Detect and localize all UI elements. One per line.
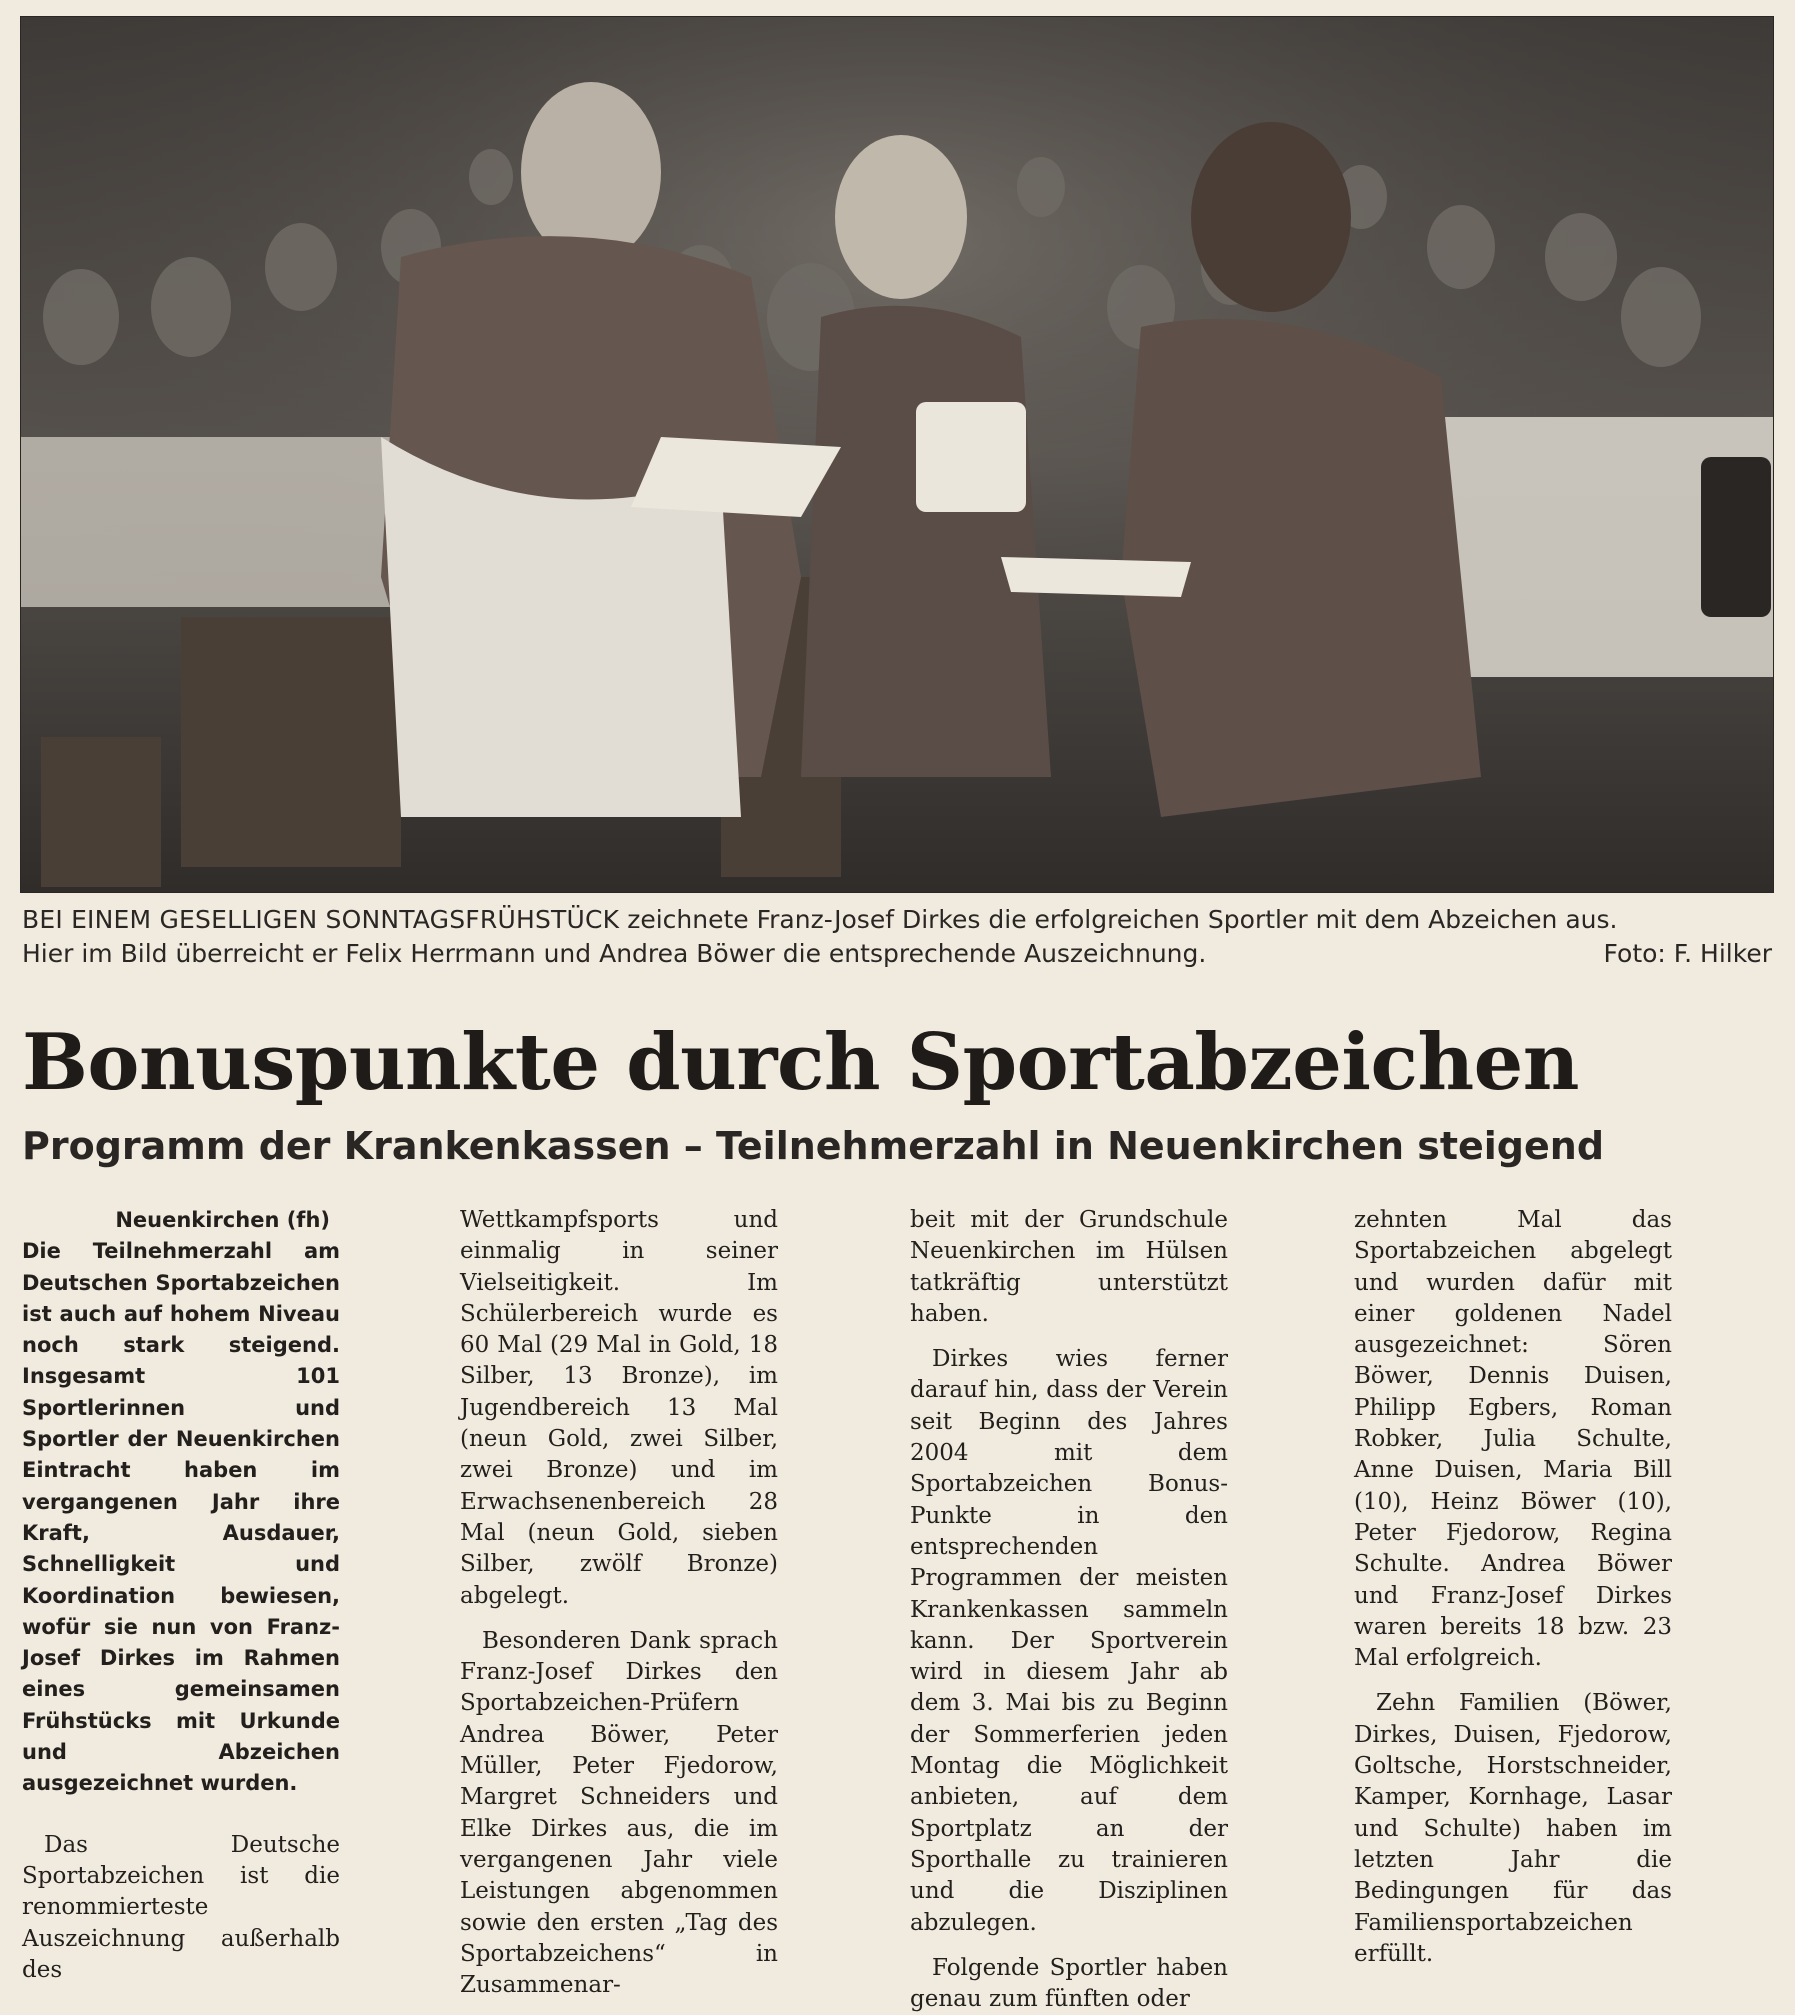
headline: Bonuspunkte durch Sportabzeichen: [22, 1017, 1579, 1108]
article-paragraph: Dirkes wies ferner darauf hin, dass der Verein seit Beginn des Jahres 2004 mit dem Sportabzeichen Bonus-Punkte in den entsprechenden Programmen der meisten Krankenkassen sammeln kann. Der Sportverein wird in diesem Jahr ab dem 3. Mai bis zu Beginn der Sommerferien jeden Montag die Möglichkeit anbieten, auf dem Sportplatz an der Sporthalle zu trainieren und die Disziplinen abzulegen.: [910, 1346, 1228, 1936]
caption-line-2: [22, 937, 1772, 971]
article-photo: [20, 16, 1774, 893]
photo-caption: [22, 903, 1772, 971]
caption-line-2-text: Hier im Bild überreicht er Felix Herrmann und Andrea Böwer die entsprechende Auszeichnung.: [22, 939, 1207, 968]
article-column-1: [22, 1205, 340, 1986]
article-column-2: [460, 1205, 778, 2001]
subheadline: Programm der Krankenkassen – Teilnehmerzahl in Neuenkirchen steigend: [22, 1124, 1605, 1168]
article-paragraph: Das Deutsche Sportabzeichen ist die renommierteste Auszeichnung außerhalb des: [22, 1831, 340, 1983]
article-paragraph: zehnten Mal das Sportabzeichen abgelegt und wurden dafür mit einer goldenen Nadel ausgezeichnet: Sören Böwer, Dennis Duisen, Philipp Egbers, Roman Robker, Julia Schulte, Anne Duisen, Maria Bill (10), Heinz Böwer (10), Peter Fjedorow, Regina Schulte. Andrea Böwer und Franz-Josef Dirkes waren bereits 18 bzw. 23 Mal erfolgreich.: [1354, 1207, 1672, 1672]
caption-lead: BEI EINEM GESELLIGEN SONNTAGSFRÜHSTÜCK: [22, 905, 620, 934]
dateline: Neuenkirchen (fh): [115, 1208, 330, 1232]
article-column-3: [910, 1205, 1228, 2015]
article-paragraph: Besonderen Dank sprach Franz-Josef Dirkes den Sportabzeichen-Prüfern Andrea Böwer, Peter Müller, Peter Fjedorow, Margret Schneiders und Elke Dirkes aus, die im vergangenen Jahr viele Leistungen abgenommen sowie den ersten „Tag des Sportabzeichens“ in Zusammenar-: [460, 1627, 778, 1999]
article-paragraph: Folgende Sportler haben genau zum fünften oder: [910, 1954, 1228, 2013]
caption-line-1: [22, 903, 1772, 937]
article-paragraph: beit mit der Grundschule Neuenkirchen im Hülsen tatkräftig unterstützt haben.: [910, 1207, 1228, 1327]
article-paragraph: Zehn Familien (Böwer, Dirkes, Duisen, Fjedorow, Goltsche, Horstschneider, Kamper, Kornhage, Lasar und Schulte) haben im letzten Jahr die Bedingungen für das Familiensportabzeichen erfüllt.: [1354, 1690, 1672, 1967]
article-lead: Die Teilnehmerzahl am Deutschen Sportabzeichen ist auch auf hohem Niveau noch stark steigend. Insgesamt 101 Sportlerinnen und Sportler der Neuenkirchen Eintracht haben im vergangenen Jahr ihre Kraft, Ausdauer, Schnelligkeit und Koordination bewiesen, wofür sie nun von Franz-Josef Dirkes im Rahmen eines gemeinsamen Frühstücks mit Urkunde und Abzeichen ausgezeichnet wurden.: [22, 1239, 340, 1796]
caption-line-1-text: zeichnete Franz-Josef Dirkes die erfolgreichen Sportler mit dem Abzeichen aus.: [627, 905, 1618, 934]
article-paragraph: Wettkampfsports und einmalig in seiner Vielseitigkeit. Im Schülerbereich wurde es 60 Mal (29 Mal in Gold, 18 Silber, 13 Bronze), im Jugendbereich 13 Mal (neun Gold, zwei Silber, zwei Bronze) und im Erwachsenenbereich 28 Mal (neun Gold, sieben Silber, zwölf Bronze) abgelegt.: [460, 1207, 778, 1609]
photo-credit: Foto: F. Hilker: [1603, 939, 1772, 968]
article-column-4: [1354, 1205, 1672, 1970]
photo-illustration: [21, 17, 1773, 892]
